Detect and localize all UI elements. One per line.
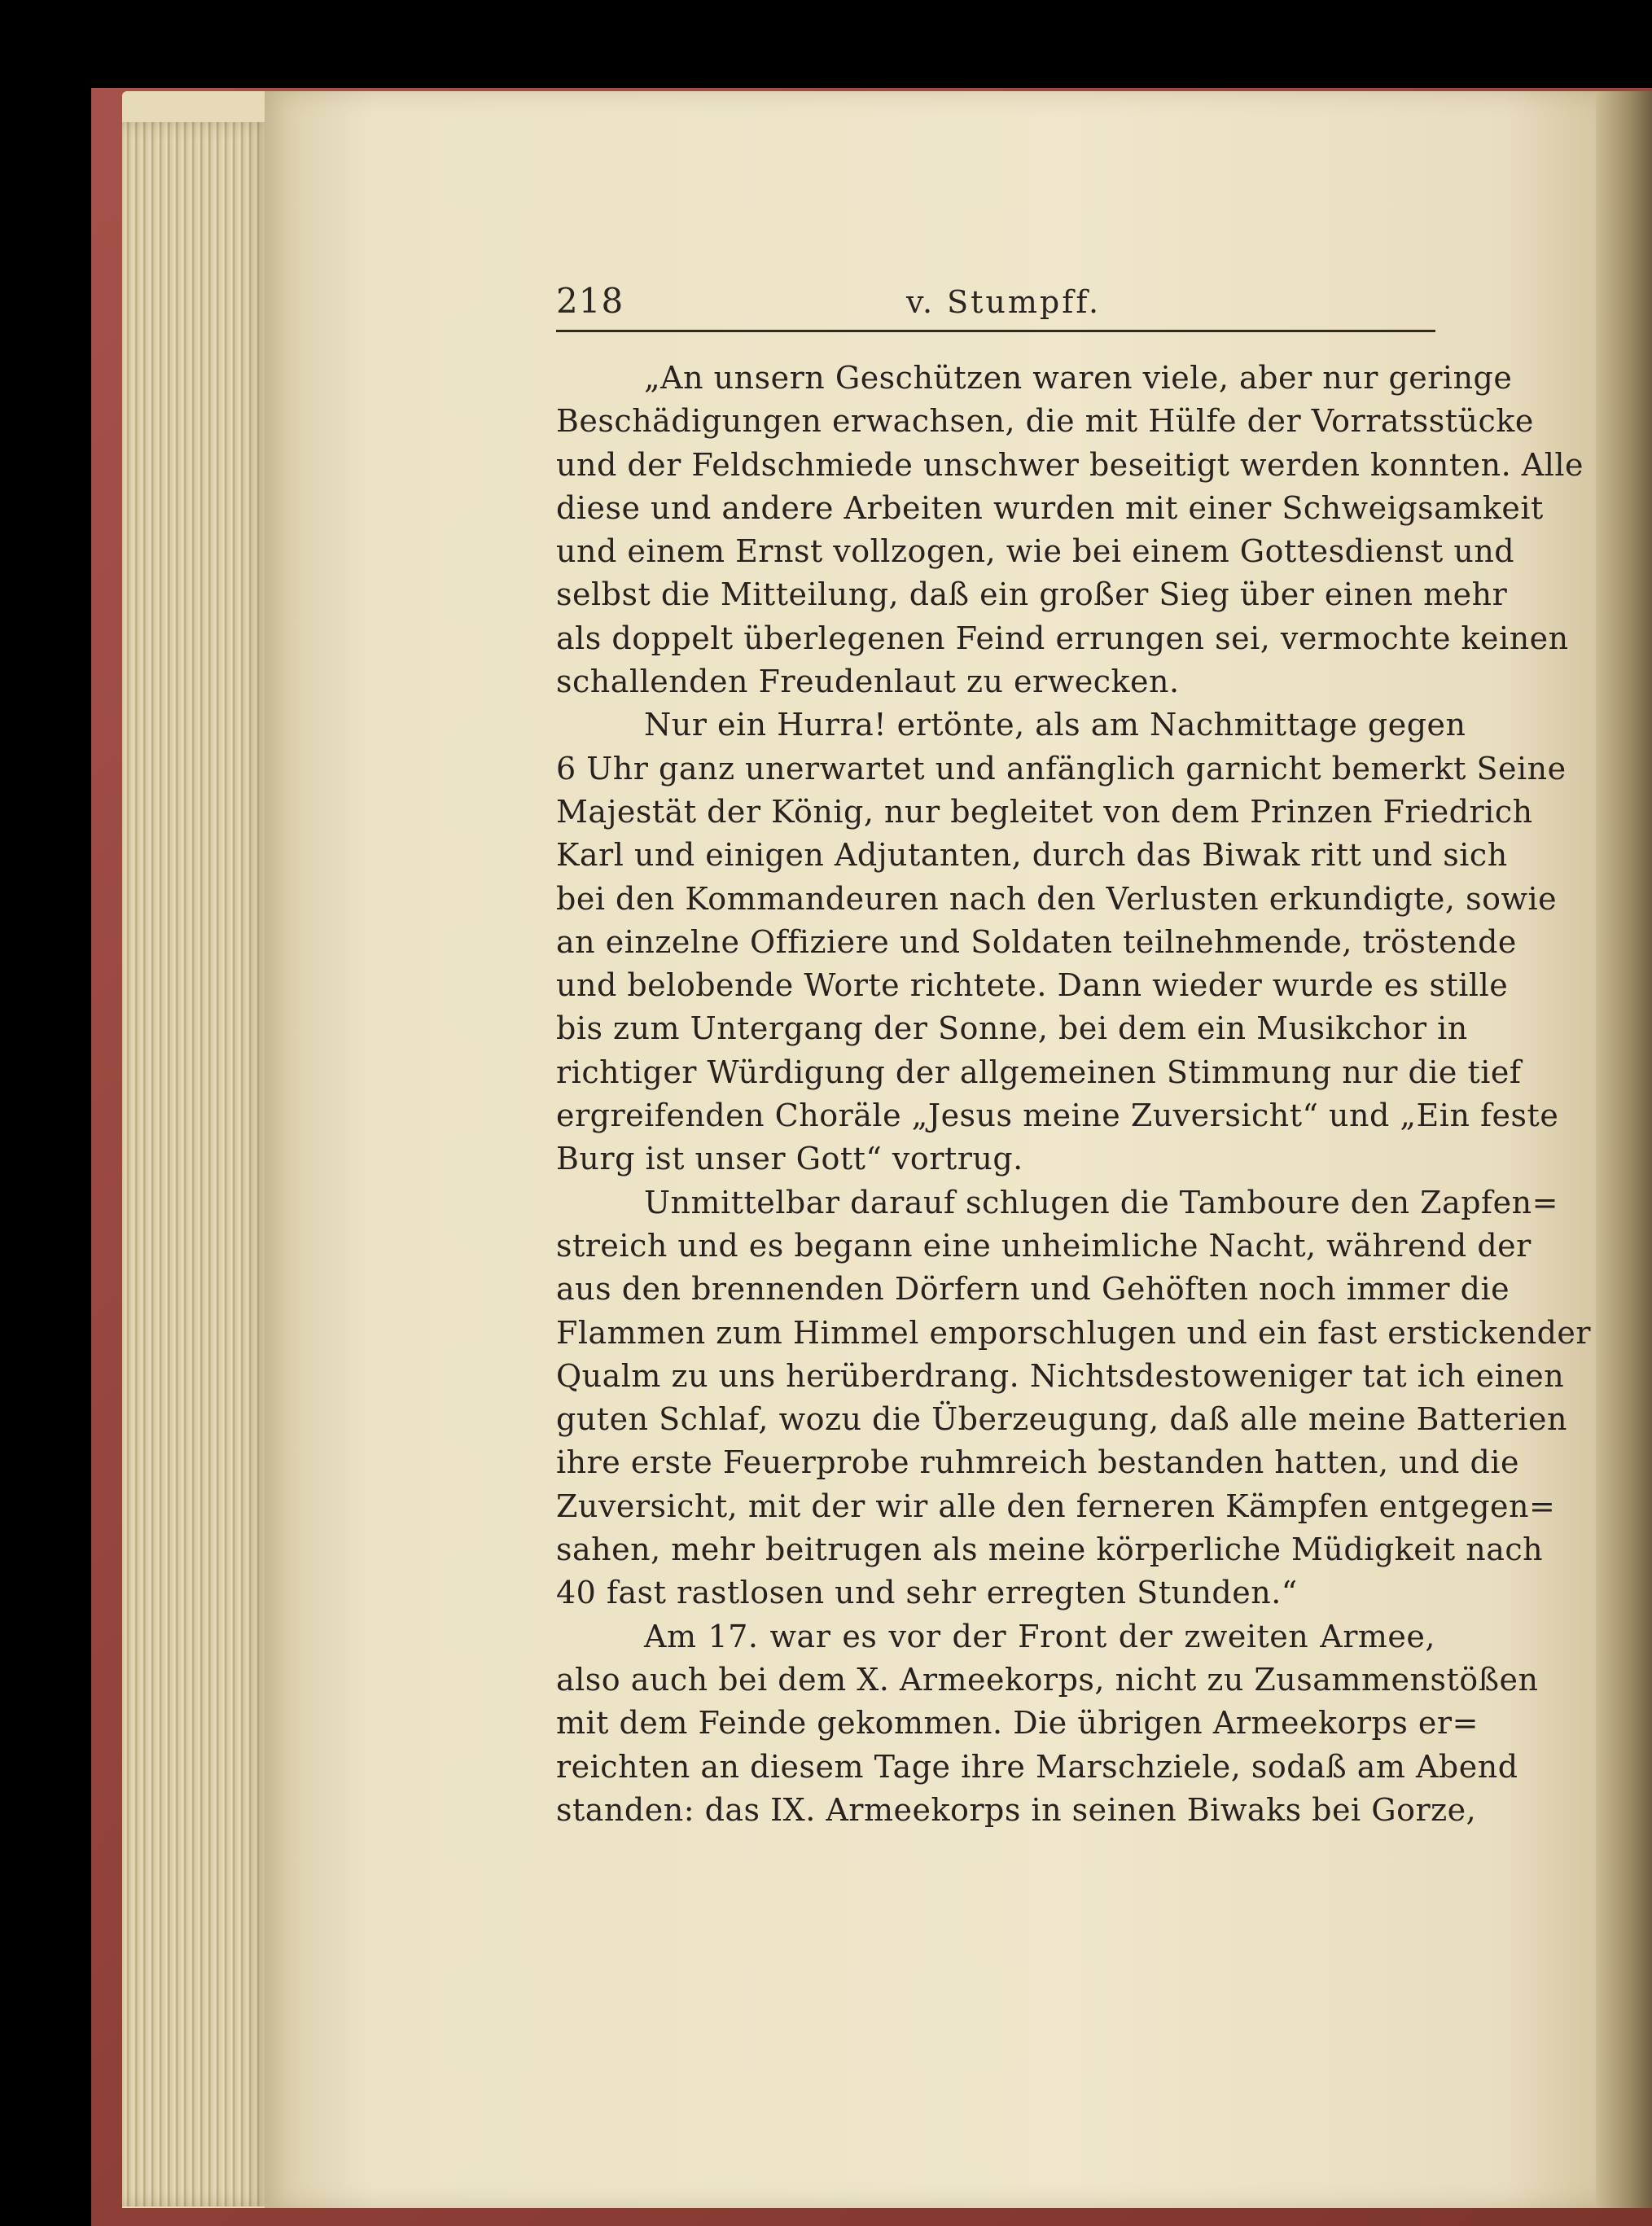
text-line: reichten an diesem Tage ihre Marschziele, sodaß am Abend: [556, 1748, 1518, 1785]
text-line: als doppelt überlegenen Feind errungen sei, vermochte keinen: [556, 620, 1569, 656]
text-line: also auch bei dem X. Armeekorps, nicht zu Zusammenstößen: [556, 1661, 1539, 1698]
body-text: [556, 357, 1592, 1832]
book-gutter: [1596, 91, 1652, 2208]
text-line: an einzelne Offiziere und Soldaten teilnehmende, tröstende: [556, 923, 1517, 960]
text-line: mit dem Feinde gekommen. Die übrigen Armeekorps er=: [556, 1705, 1479, 1742]
text-line: bis zum Untergang der Sonne, bei dem ein Musikchor in: [556, 1010, 1468, 1047]
text-line: Flammen zum Himmel emporschlugen und ein fast erstickender: [556, 1314, 1592, 1351]
text-line: schallenden Freudenlaut zu erwecken.: [556, 664, 1180, 700]
text-line: und einem Ernst vollzogen, wie bei einem Gottesdienst und: [556, 533, 1515, 570]
text-line: ihre erste Feuerprobe ruhmreich bestanden hatten, und die: [556, 1444, 1519, 1481]
page-header: [556, 281, 1435, 332]
text-line: und der Feldschmiede unschwer beseitigt werden konnten. Alle: [556, 446, 1584, 483]
text-line: standen: das IX. Armeekorps in seinen Biwaks bei Gorze,: [556, 1791, 1477, 1828]
page-edges: [122, 122, 269, 2206]
text-line: Karl und einigen Adjutanten, durch das Biwak ritt und sich: [556, 837, 1508, 874]
text-line: selbst die Mitteilung, daß ein großer Sieg über einen mehr: [556, 576, 1508, 613]
text-line: Unmittelbar darauf schlugen die Tamboure den Zapfen=: [644, 1184, 1558, 1220]
text-line: „An unsern Geschützen waren viele, aber nur geringe: [644, 360, 1513, 396]
text-line: Qualm zu uns herüberdrang. Nichtsdestoweniger tat ich einen: [556, 1357, 1565, 1394]
text-line: Zuversicht, mit der wir alle den ferneren Kämpfen entgegen=: [556, 1488, 1556, 1524]
text-line: und belobende Worte richtete. Dann wieder wurde es stille: [556, 967, 1509, 1004]
text-line: aus den brennenden Dörfern und Gehöften noch immer die: [556, 1271, 1510, 1308]
text-line: 6 Uhr ganz unerwartet und anfänglich garnicht bemerkt Seine: [556, 750, 1567, 787]
text-line: richtiger Würdigung der allgemeinen Stimmung nur die tief: [556, 1054, 1522, 1090]
text-line: Beschädigungen erwachsen, die mit Hülfe der Vorratsstücke: [556, 403, 1534, 440]
text-line: sahen, mehr beitrugen als meine körperliche Müdigkeit nach: [556, 1531, 1544, 1568]
text-line: Majestät der König, nur begleitet von dem Prinzen Friedrich: [556, 793, 1533, 830]
text-line: Burg ist unser Gott“ vortrug.: [556, 1141, 1023, 1177]
text-line: bei den Kommandeuren nach den Verlusten erkundigte, sowie: [556, 880, 1558, 917]
text-line: Nur ein Hurra! ertönte, als am Nachmittage gegen: [644, 707, 1466, 743]
text-line: 40 fast rastlosen und sehr erregten Stunden.“: [556, 1575, 1298, 1611]
text-line: diese und andere Arbeiten wurden mit einer Schweigsamkeit: [556, 489, 1544, 526]
text-line: ergreifenden Choräle „Jesus meine Zuversicht“ und „Ein feste: [556, 1098, 1559, 1134]
running-head: v. Stumpff.: [906, 284, 1102, 320]
text-line: Am 17. war es vor der Front der zweiten Armee,: [644, 1618, 1435, 1654]
page-number: 218: [556, 281, 624, 321]
text-line: guten Schlaf, wozu die Überzeugung, daß alle meine Batterien: [556, 1401, 1567, 1438]
text-line: streich und es begann eine unheimliche Nacht, während der: [556, 1227, 1531, 1264]
